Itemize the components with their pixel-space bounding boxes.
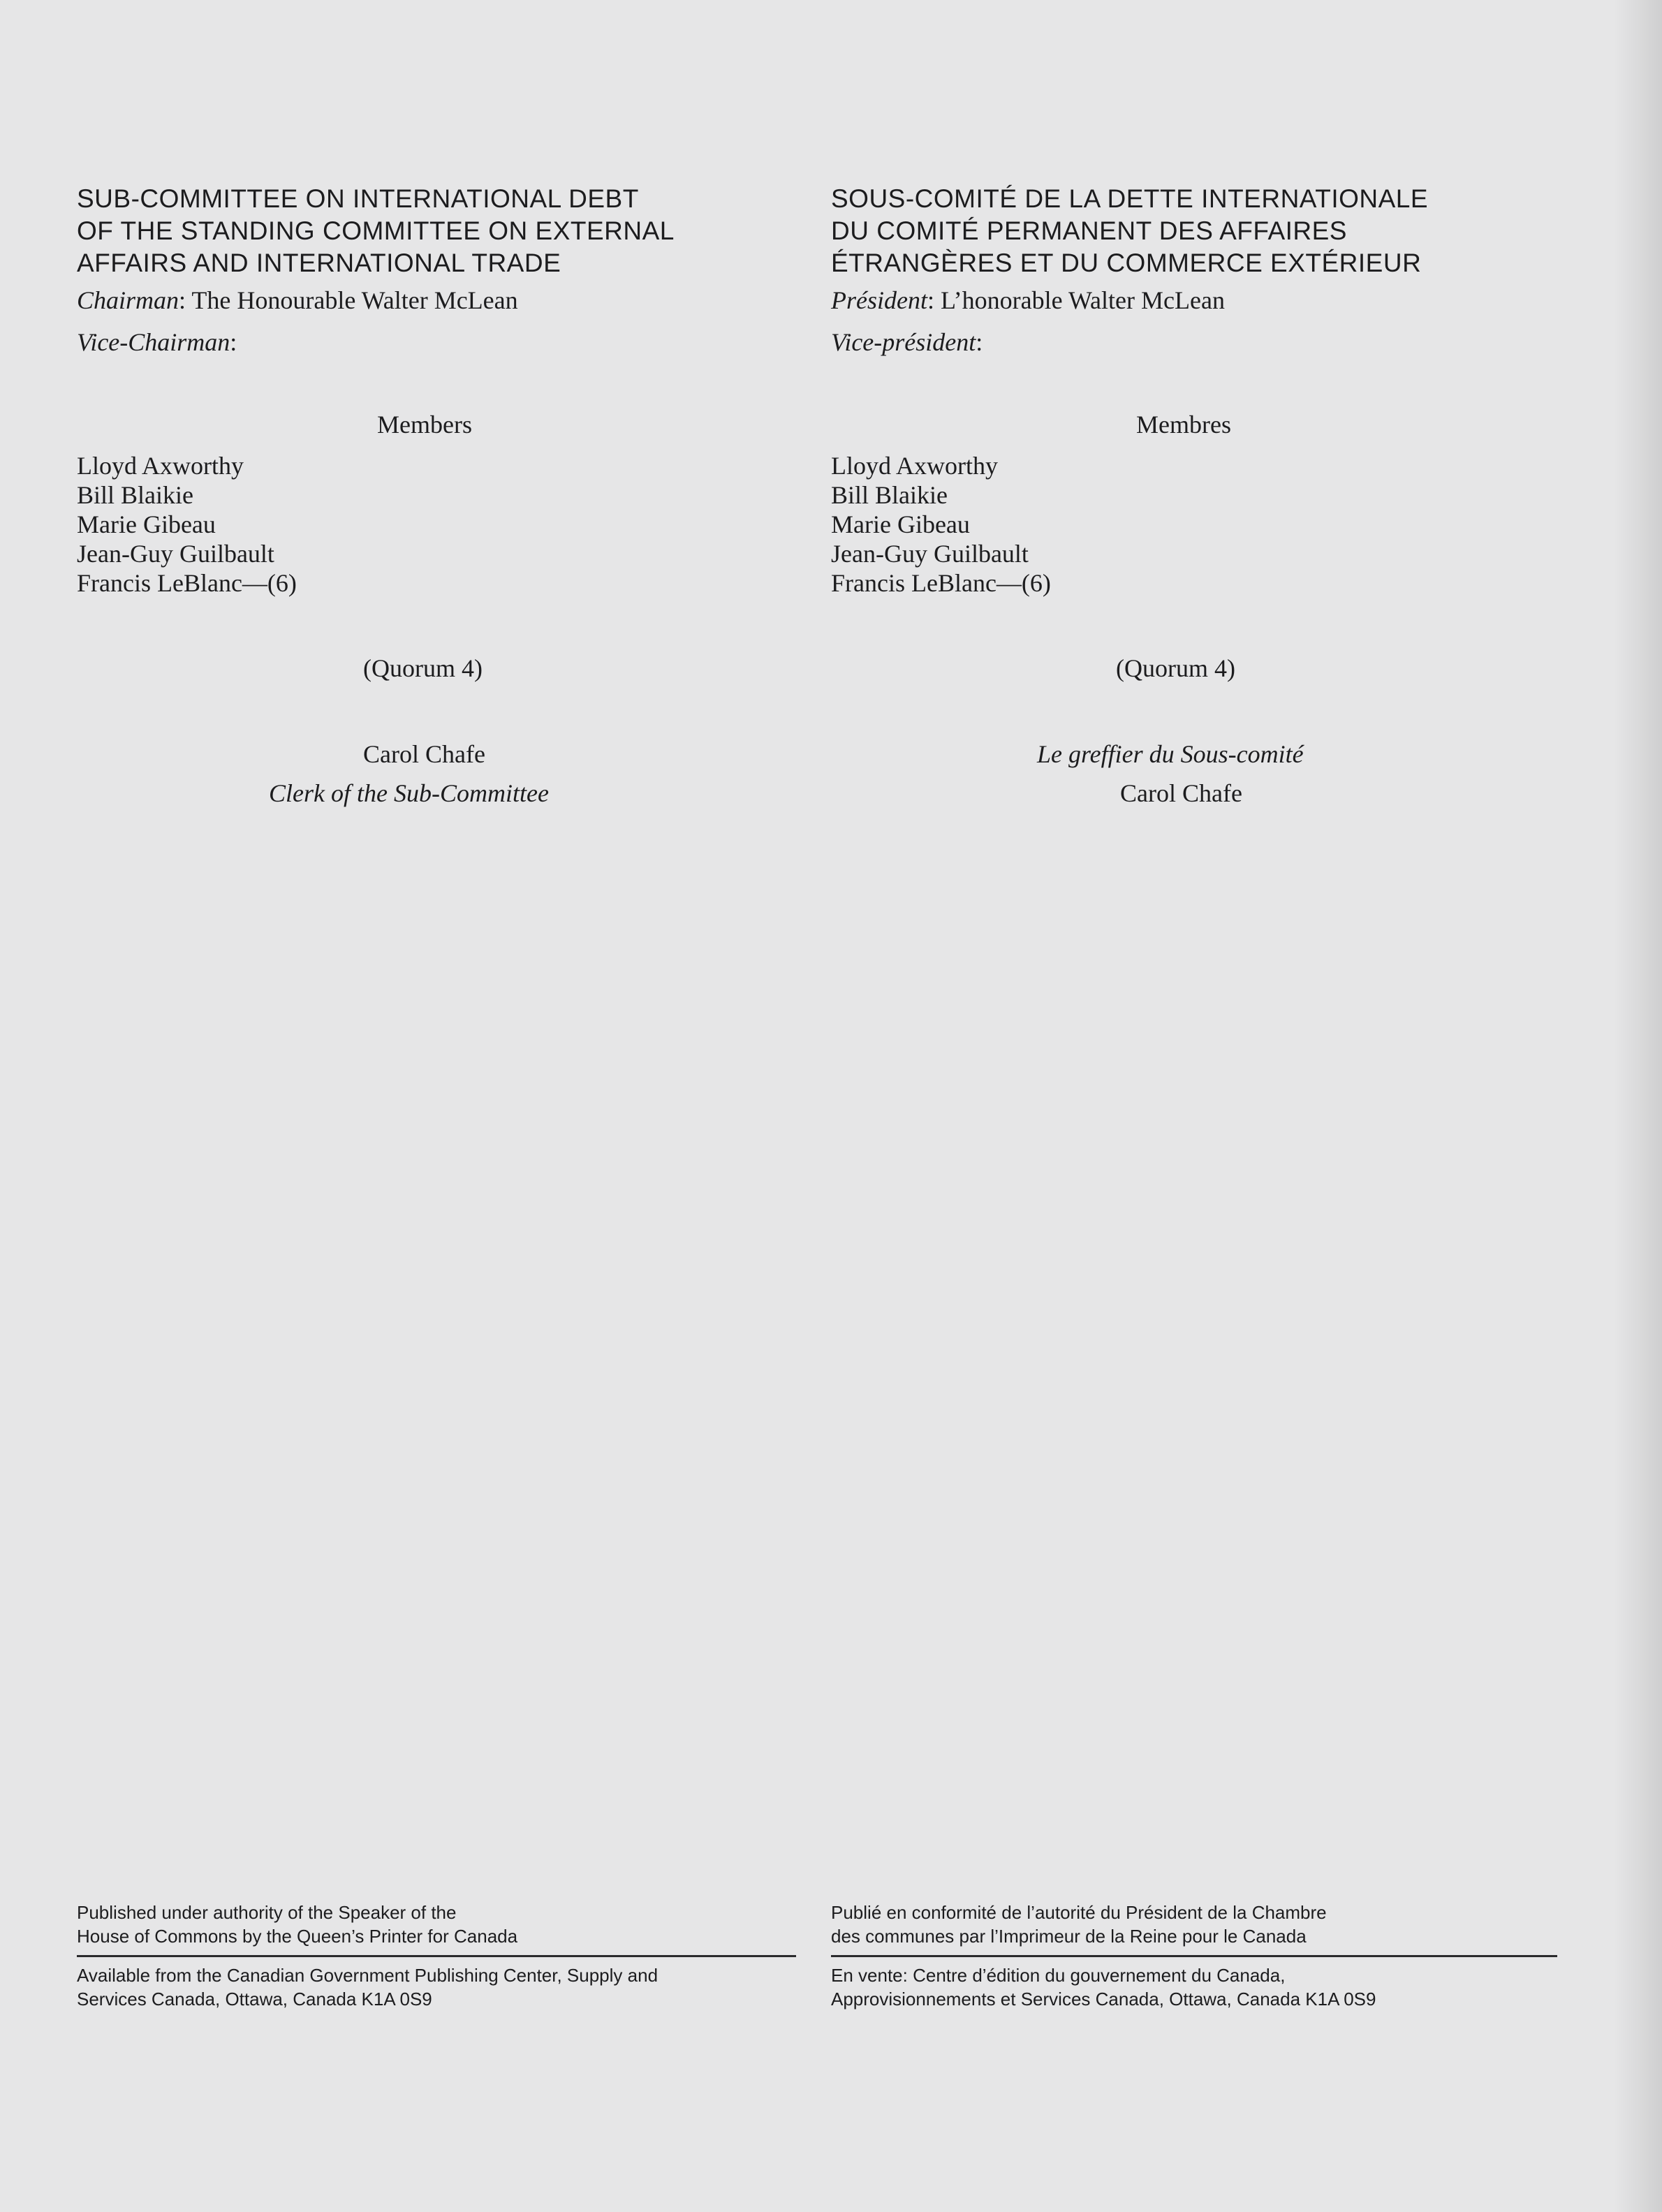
member-name: Bill Blaikie — [831, 481, 948, 509]
member-name: Francis LeBlanc—(6) — [831, 569, 1051, 597]
french-column — [831, 0, 1557, 2212]
clerk-title: Clerk of the Sub-Committee — [269, 779, 549, 807]
clerk-name: Carol Chafe — [1120, 779, 1242, 807]
divider-rule — [831, 1955, 1557, 1957]
member-name: Marie Gibeau — [77, 510, 216, 538]
publication-notice — [77, 1901, 517, 1948]
english-column — [77, 0, 793, 2212]
quorum: (Quorum 4) — [1116, 654, 1235, 682]
divider-rule — [77, 1955, 796, 1957]
member-list-fr — [831, 451, 1051, 598]
heading-line: SOUS-COMITÉ DE LA DETTE INTERNATIONALE — [831, 184, 1429, 213]
publication-line: Publié en conformité de l’autorité du Président de la Chambre — [831, 1902, 1327, 1923]
availability-line: En vente: Centre d’édition du gouvernement du Canada, — [831, 1965, 1286, 1986]
chairman-name: : The Honourable Walter McLean — [179, 286, 518, 314]
members-title: Membres — [1136, 411, 1231, 438]
member-name: Marie Gibeau — [831, 510, 970, 538]
member-name: Francis LeBlanc—(6) — [77, 569, 297, 597]
heading-line: OF THE STANDING COMMITTEE ON EXTERNAL — [77, 216, 675, 245]
publication-line: des communes par l’Imprimeur de la Reine pour le Canada — [831, 1926, 1307, 1947]
heading-line: DU COMITÉ PERMANENT DES AFFAIRES — [831, 216, 1347, 245]
committee-heading-en — [77, 183, 675, 279]
availability-line: Available from the Canadian Government Publishing Center, Supply and — [77, 1965, 659, 1986]
president-line — [831, 285, 1225, 316]
member-name: Jean-Guy Guilbault — [77, 540, 274, 568]
chairman-label: Chairman — [77, 286, 179, 314]
chairman-line — [77, 285, 518, 316]
member-name: Jean-Guy Guilbault — [831, 540, 1029, 568]
member-name: Lloyd Axworthy — [77, 452, 244, 480]
president-name: : L’honorable Walter McLean — [927, 286, 1225, 314]
member-list-en — [77, 451, 297, 598]
member-name: Bill Blaikie — [77, 481, 193, 509]
president-label: Président — [831, 286, 927, 314]
heading-line: SUB-COMMITTEE ON INTERNATIONAL DEBT — [77, 184, 639, 213]
vice-chairman-label: Vice-Chairman — [77, 328, 230, 356]
availability-notice — [77, 1963, 658, 2011]
committee-heading-fr — [831, 183, 1428, 279]
heading-line: AFFAIRS AND INTERNATIONAL TRADE — [77, 249, 561, 277]
publication-line: Published under authority of the Speaker of the — [77, 1902, 457, 1923]
vice-chairman-value: : — [230, 328, 237, 356]
availability-notice — [831, 1963, 1376, 2011]
vice-president-line — [831, 327, 983, 357]
page-edge-shadow — [1613, 0, 1662, 2212]
member-name: Lloyd Axworthy — [831, 452, 998, 480]
vice-president-label: Vice-président — [831, 328, 976, 356]
quorum: (Quorum 4) — [363, 654, 483, 682]
clerk-name: Carol Chafe — [363, 740, 485, 768]
publication-line: House of Commons by the Queen’s Printer for Canada — [77, 1926, 518, 1947]
clerk-title: Le greffier du Sous-comité — [1037, 740, 1304, 768]
heading-line: ÉTRANGÈRES ET DU COMMERCE EXTÉRIEUR — [831, 249, 1422, 277]
availability-line: Approvisionnements et Services Canada, Ottawa, Canada K1A 0S9 — [831, 1989, 1376, 2010]
members-title: Members — [377, 411, 472, 438]
publication-notice — [831, 1901, 1327, 1948]
vice-chairman-line — [77, 327, 237, 357]
availability-line: Services Canada, Ottawa, Canada K1A 0S9 — [77, 1989, 432, 2010]
vice-president-value: : — [976, 328, 983, 356]
